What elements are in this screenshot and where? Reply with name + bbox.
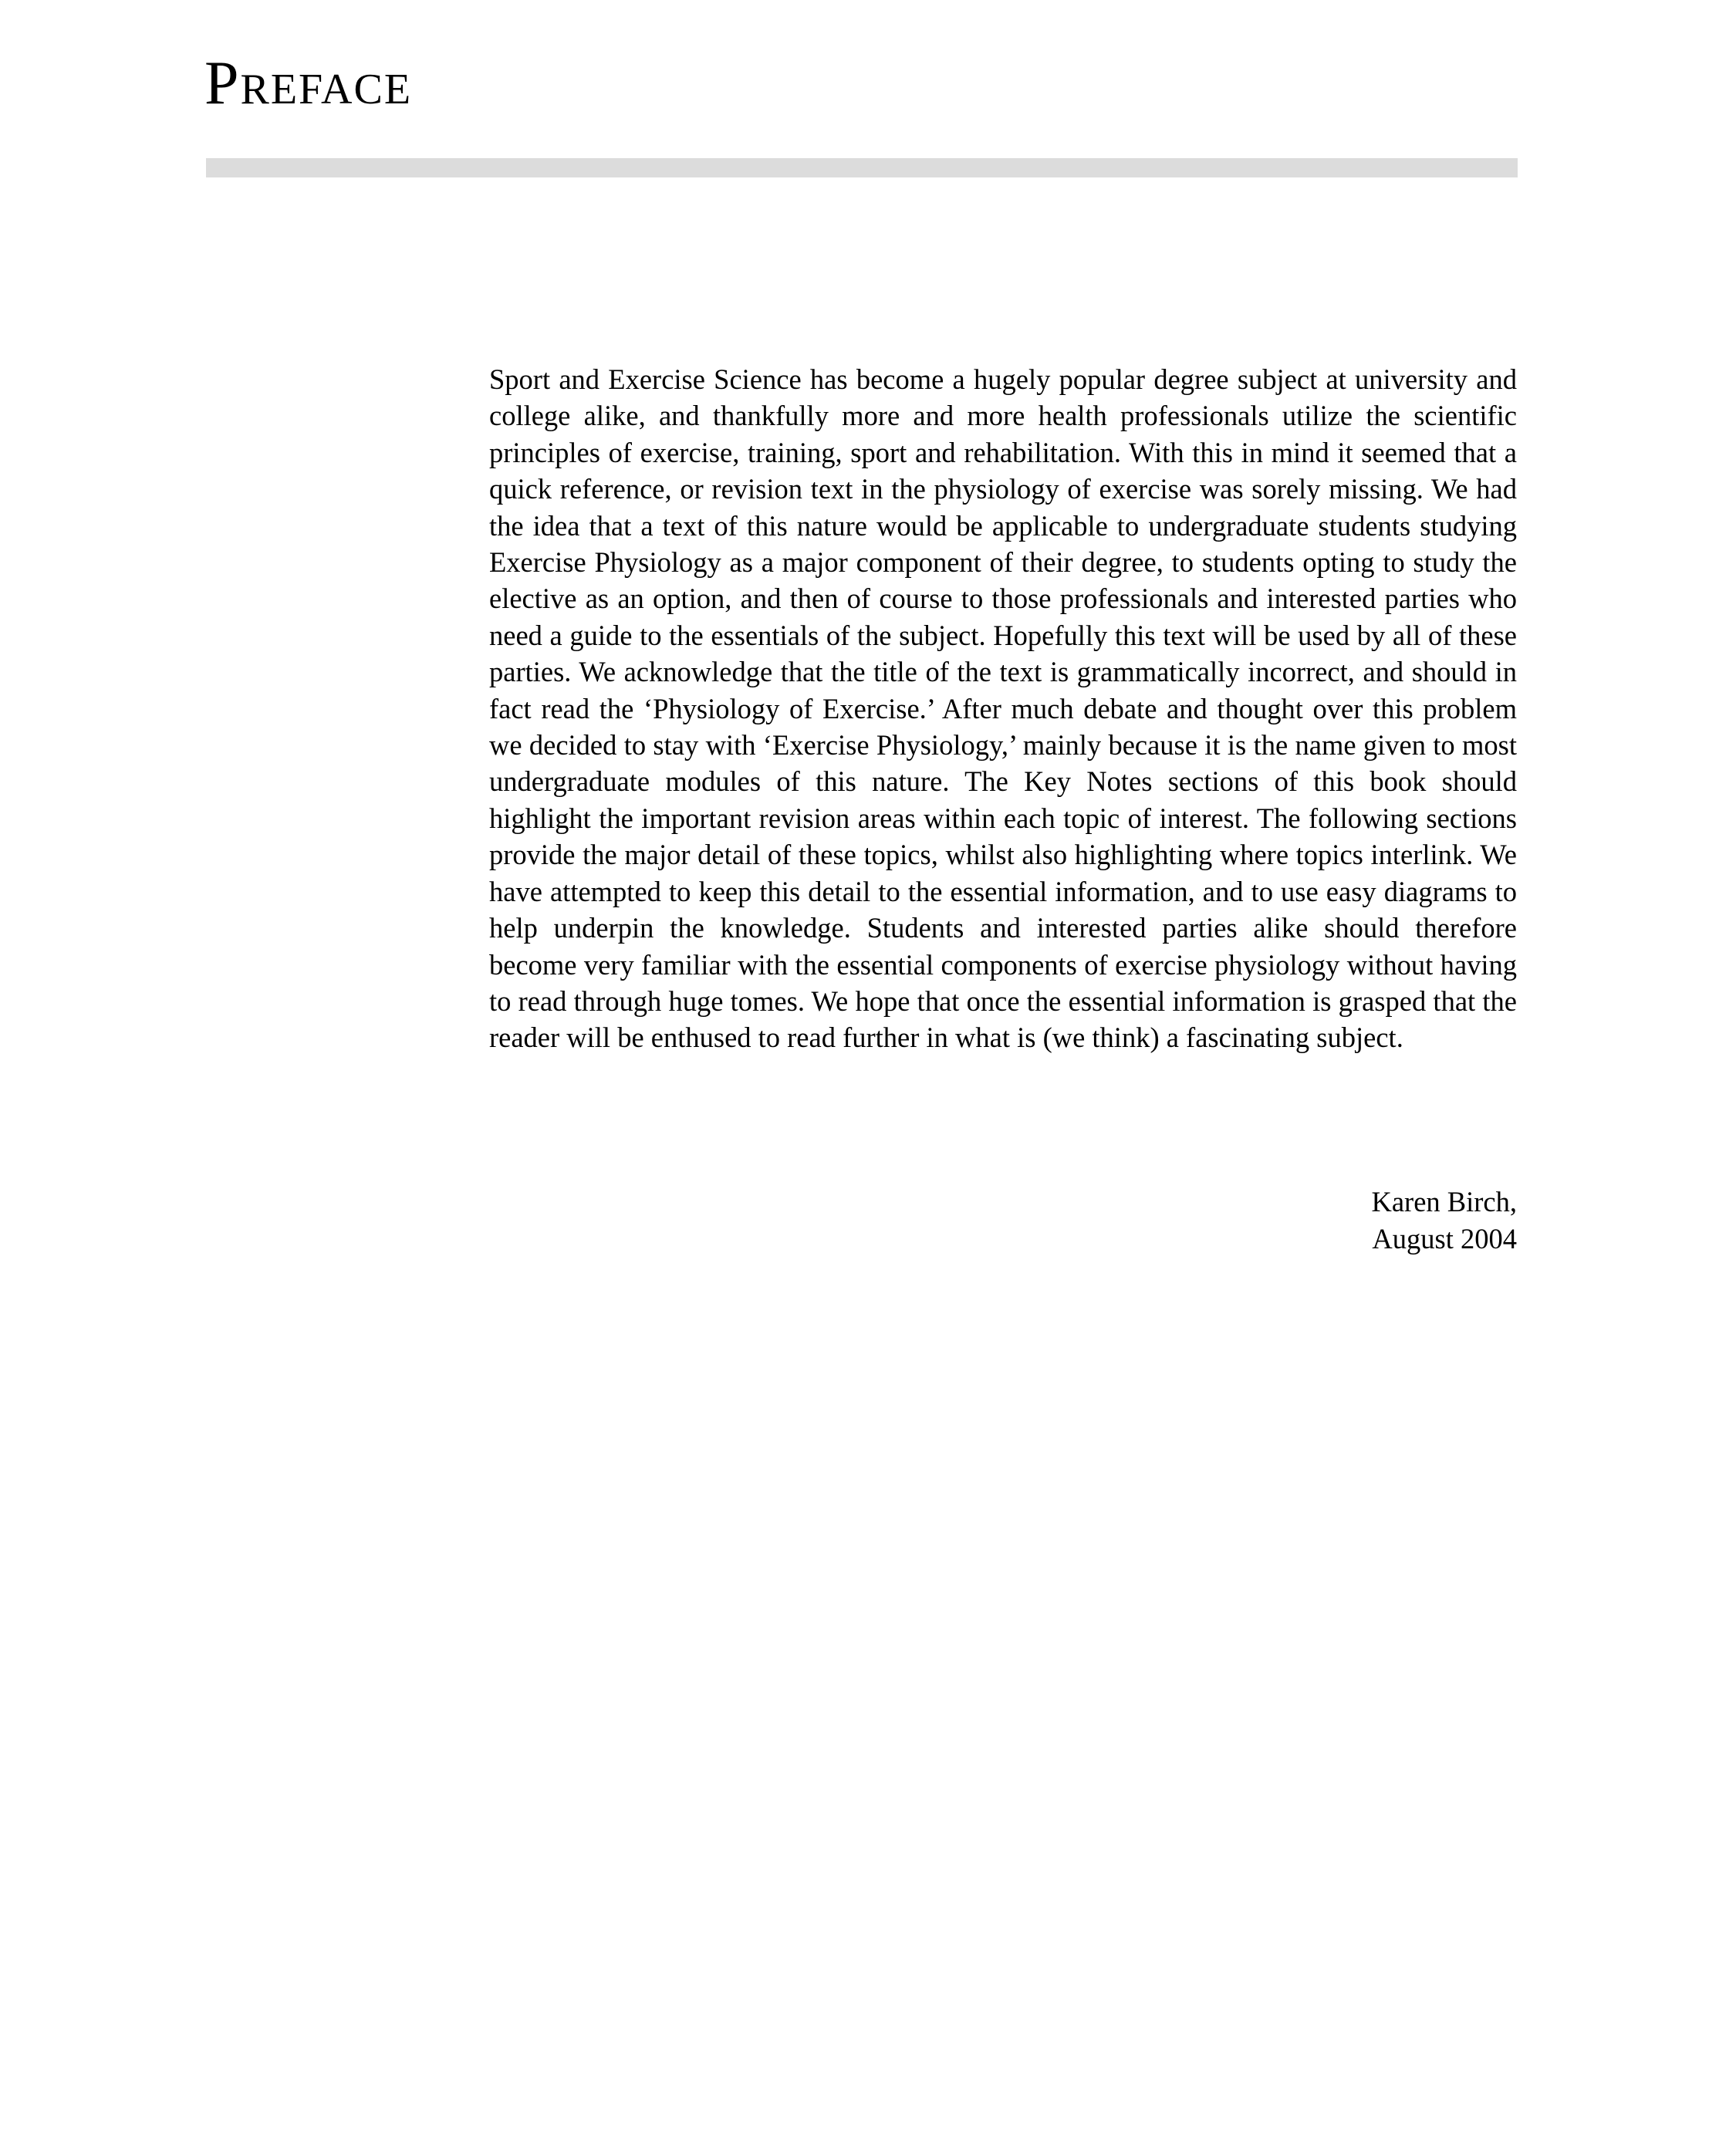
title-divider (206, 158, 1518, 177)
signature-date: August 2004 (1372, 1223, 1517, 1255)
signature-author: Karen Birch, (1371, 1186, 1517, 1217)
signature-block (1157, 1184, 1517, 1258)
page-title: Preface (204, 49, 413, 117)
preface-paragraph: Sport and Exercise Science has become a hugely popular degree subject at university and college alike, and thankfully more and more health professionals utilize the scientific principles of exercise, training, sport and rehabilitation. With this in mind it seemed that a quick reference, or revision text in the physiology of exercise was sorely missing. We had the idea that a text of this nature would be applicable to undergraduate students studying Exercise Physiology as a major component of their degree, to students opting to study the elective as an option, and then of course to those professionals and interested parties who need a guide to the essentials of the subject. Hopefully this text will be used by all of these parties. We acknowledge that the title of the text is grammatically incorrect, and should in fact read the ‘Physiology of Exercise.’ After much debate and thought over this problem we decided to stay with ‘Exercise Physiology,’ mainly because it is the name given to most undergraduate modules of this nature. The Key Notes sections of this book should highlight the important revision areas within each topic of interest. The following sections provide the major detail of these topics, whilst also highlighting where topics interlink. We have attempted to keep this detail to the essential information, and to use easy diagrams to help underpin the knowledge. Students and interested parties alike should therefore become very familiar with the essential components of exercise physiology without having to read through huge tomes. We hope that once the essential information is grasped that the reader will be enthused to read further in what is (we think) a fascinating subject. (489, 363, 1517, 1054)
